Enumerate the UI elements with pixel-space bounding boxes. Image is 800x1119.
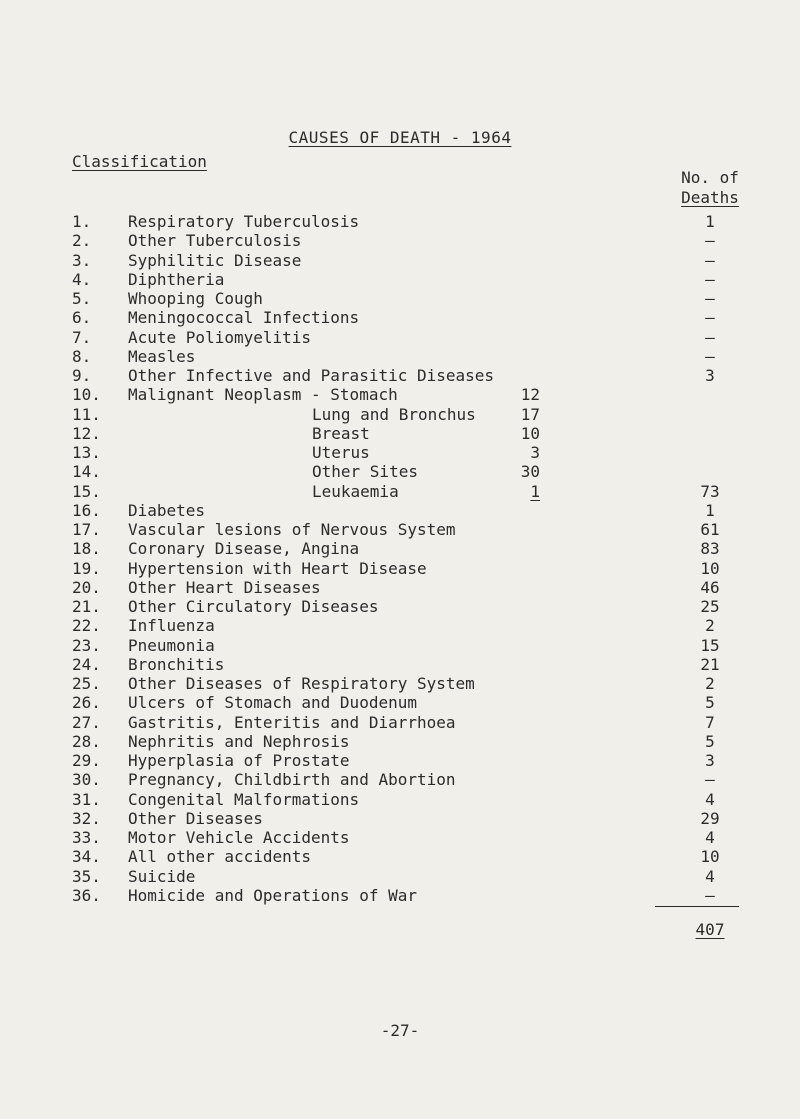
deaths-header-line1: No. of	[681, 168, 739, 187]
table-row	[0, 251, 800, 270]
row-label: All other accidents	[128, 847, 312, 867]
table-row	[0, 809, 800, 828]
row-number: 19.	[72, 558, 101, 578]
row-label: Other Diseases	[128, 808, 263, 828]
table-row	[0, 578, 800, 597]
row-number: 23.	[72, 635, 101, 655]
table-row	[0, 289, 800, 308]
row-deaths: 3	[705, 751, 715, 770]
row-number: 16.	[72, 500, 101, 520]
row-number: 22.	[72, 616, 101, 636]
row-label: Congenital Malformations	[128, 789, 360, 809]
row-number: 20.	[72, 577, 101, 597]
row-number: 32.	[72, 808, 101, 828]
row-deaths: –	[705, 770, 715, 790]
table-row	[0, 405, 800, 424]
row-number: 13.	[72, 443, 101, 462]
row-label: Other Sites	[312, 462, 418, 482]
row-number: 28.	[72, 731, 101, 751]
table-row	[0, 693, 800, 712]
table-row	[0, 886, 800, 905]
table-row	[0, 751, 800, 770]
row-label: Suicide	[128, 866, 196, 886]
row-label: Uterus	[312, 443, 370, 462]
row-deaths: –	[705, 250, 715, 270]
table-row	[0, 655, 800, 674]
row-label: Other Diseases of Respiratory System	[128, 674, 475, 693]
row-label: Other Heart Diseases	[128, 577, 321, 597]
page-title: CAUSES OF DEATH - 1964	[288, 128, 512, 147]
table-row	[0, 366, 800, 385]
row-label: Diphtheria	[128, 269, 225, 289]
row-number: 10.	[72, 385, 101, 405]
row-label: Acute Poliomyelitis	[128, 327, 312, 347]
row-number: 6.	[72, 308, 92, 328]
row-subtotal: 17	[520, 404, 540, 424]
table-row	[0, 328, 800, 347]
table-row	[0, 636, 800, 655]
row-label: Measles	[128, 346, 196, 366]
row-deaths: –	[705, 231, 715, 251]
row-deaths: 15	[700, 635, 720, 655]
row-label: Other Infective and Parasitic Diseases	[128, 366, 495, 385]
row-number: 21.	[72, 597, 101, 616]
row-label: Bronchitis	[128, 654, 225, 674]
row-number: 15.	[72, 481, 101, 501]
row-number: 5.	[72, 289, 92, 308]
row-number: 27.	[72, 712, 101, 732]
row-label: Other Circulatory Diseases	[128, 597, 379, 616]
row-label: Pneumonia	[128, 635, 215, 655]
row-deaths: 46	[700, 577, 720, 597]
row-number: 36.	[72, 885, 101, 905]
row-deaths: 73	[700, 481, 720, 501]
row-label: Pregnancy, Childbirth and Abortion	[128, 770, 456, 790]
row-deaths: –	[705, 308, 715, 328]
row-number: 1.	[72, 212, 92, 231]
row-label: Gastritis, Enteritis and Diarrhoea	[128, 712, 456, 732]
row-deaths: 5	[705, 731, 715, 751]
table-row	[0, 501, 800, 520]
row-label: Other Tuberculosis	[128, 231, 302, 251]
table-row	[0, 231, 800, 250]
table-row	[0, 770, 800, 789]
row-deaths: 4	[705, 828, 715, 847]
row-deaths: 4	[705, 789, 715, 809]
row-number: 34.	[72, 847, 101, 867]
row-label: Coronary Disease, Angina	[128, 539, 360, 559]
row-number: 12.	[72, 423, 101, 443]
row-deaths: 2	[705, 674, 715, 693]
table-row	[0, 443, 800, 462]
table-row	[0, 347, 800, 366]
row-label: Vascular lesions of Nervous System	[128, 520, 456, 539]
table-row	[0, 828, 800, 847]
table-row	[0, 790, 800, 809]
row-number: 9.	[72, 366, 92, 385]
row-label: Homicide and Operations of War	[128, 885, 417, 905]
table-row	[0, 847, 800, 866]
row-label: Hyperplasia of Prostate	[128, 751, 350, 770]
table-row	[0, 732, 800, 751]
row-number: 25.	[72, 674, 101, 693]
row-number: 26.	[72, 693, 101, 713]
table-row	[0, 713, 800, 732]
row-label: Meningococcal Infections	[128, 308, 360, 328]
row-label: Nephritis and Nephrosis	[128, 731, 350, 751]
row-deaths: 2	[705, 616, 715, 636]
row-deaths: –	[705, 289, 715, 308]
row-deaths: –	[705, 269, 715, 289]
row-number: 24.	[72, 654, 101, 674]
row-number: 30.	[72, 770, 101, 790]
row-deaths: 61	[700, 520, 720, 539]
row-subtotal: 10	[520, 423, 540, 443]
row-label: Hypertension with Heart Disease	[128, 558, 427, 578]
row-deaths: 83	[700, 539, 720, 559]
row-number: 7.	[72, 327, 92, 347]
deaths-header-line2: Deaths	[681, 188, 739, 207]
deaths-header	[680, 168, 740, 208]
table-row	[0, 674, 800, 693]
row-label: Malignant Neoplasm - Stomach	[128, 385, 398, 405]
row-label: Influenza	[128, 616, 215, 636]
table-row	[0, 424, 800, 443]
row-deaths: 25	[700, 597, 720, 616]
row-label: Syphilitic Disease	[128, 250, 302, 270]
row-deaths: 29	[700, 808, 720, 828]
causes-table	[0, 212, 800, 905]
table-row	[0, 385, 800, 404]
row-number: 11.	[72, 404, 101, 424]
row-label: Diabetes	[128, 500, 206, 520]
table-row	[0, 462, 800, 481]
row-number: 18.	[72, 539, 101, 559]
table-row	[0, 520, 800, 539]
row-deaths: 4	[705, 866, 715, 886]
table-row	[0, 616, 800, 635]
row-number: 35.	[72, 866, 101, 886]
row-deaths: 1	[705, 212, 715, 231]
total-deaths: 407	[695, 920, 725, 939]
row-number: 3.	[72, 250, 92, 270]
row-number: 17.	[72, 520, 101, 539]
table-row	[0, 867, 800, 886]
total-rule	[655, 906, 739, 907]
row-label: Breast	[312, 423, 370, 443]
row-label: Lung and Bronchus	[312, 404, 476, 424]
row-number: 8.	[72, 346, 92, 366]
row-label: Ulcers of Stomach and Duodenum	[128, 693, 417, 713]
table-row	[0, 559, 800, 578]
row-subtotal: 30	[520, 462, 540, 482]
row-deaths: 7	[705, 712, 715, 732]
table-row	[0, 270, 800, 289]
page-number: -27-	[380, 1021, 420, 1040]
row-label: Leukaemia	[312, 481, 399, 501]
table-row	[0, 597, 800, 616]
row-number: 33.	[72, 828, 101, 847]
row-deaths: 21	[700, 654, 720, 674]
row-subtotal: 1	[530, 481, 540, 501]
row-number: 29.	[72, 751, 101, 770]
row-deaths: 3	[705, 366, 715, 385]
row-number: 4.	[72, 269, 92, 289]
row-deaths: 5	[705, 693, 715, 713]
row-deaths: 1	[705, 500, 715, 520]
row-number: 2.	[72, 231, 92, 251]
row-label: Respiratory Tuberculosis	[128, 212, 360, 231]
row-deaths: 10	[700, 558, 720, 578]
row-subtotal: 3	[530, 443, 540, 462]
row-deaths: –	[705, 346, 715, 366]
row-subtotal: 12	[520, 385, 540, 405]
row-deaths: –	[705, 885, 715, 905]
classification-header: Classification	[72, 152, 207, 171]
row-deaths: 10	[700, 847, 720, 867]
table-row	[0, 308, 800, 327]
row-number: 14.	[72, 462, 101, 482]
row-label: Motor Vehicle Accidents	[128, 828, 350, 847]
row-deaths: –	[705, 327, 715, 347]
table-row	[0, 539, 800, 558]
row-label: Whooping Cough	[128, 289, 263, 308]
table-row	[0, 212, 800, 231]
row-number: 31.	[72, 789, 101, 809]
table-row	[0, 482, 800, 501]
